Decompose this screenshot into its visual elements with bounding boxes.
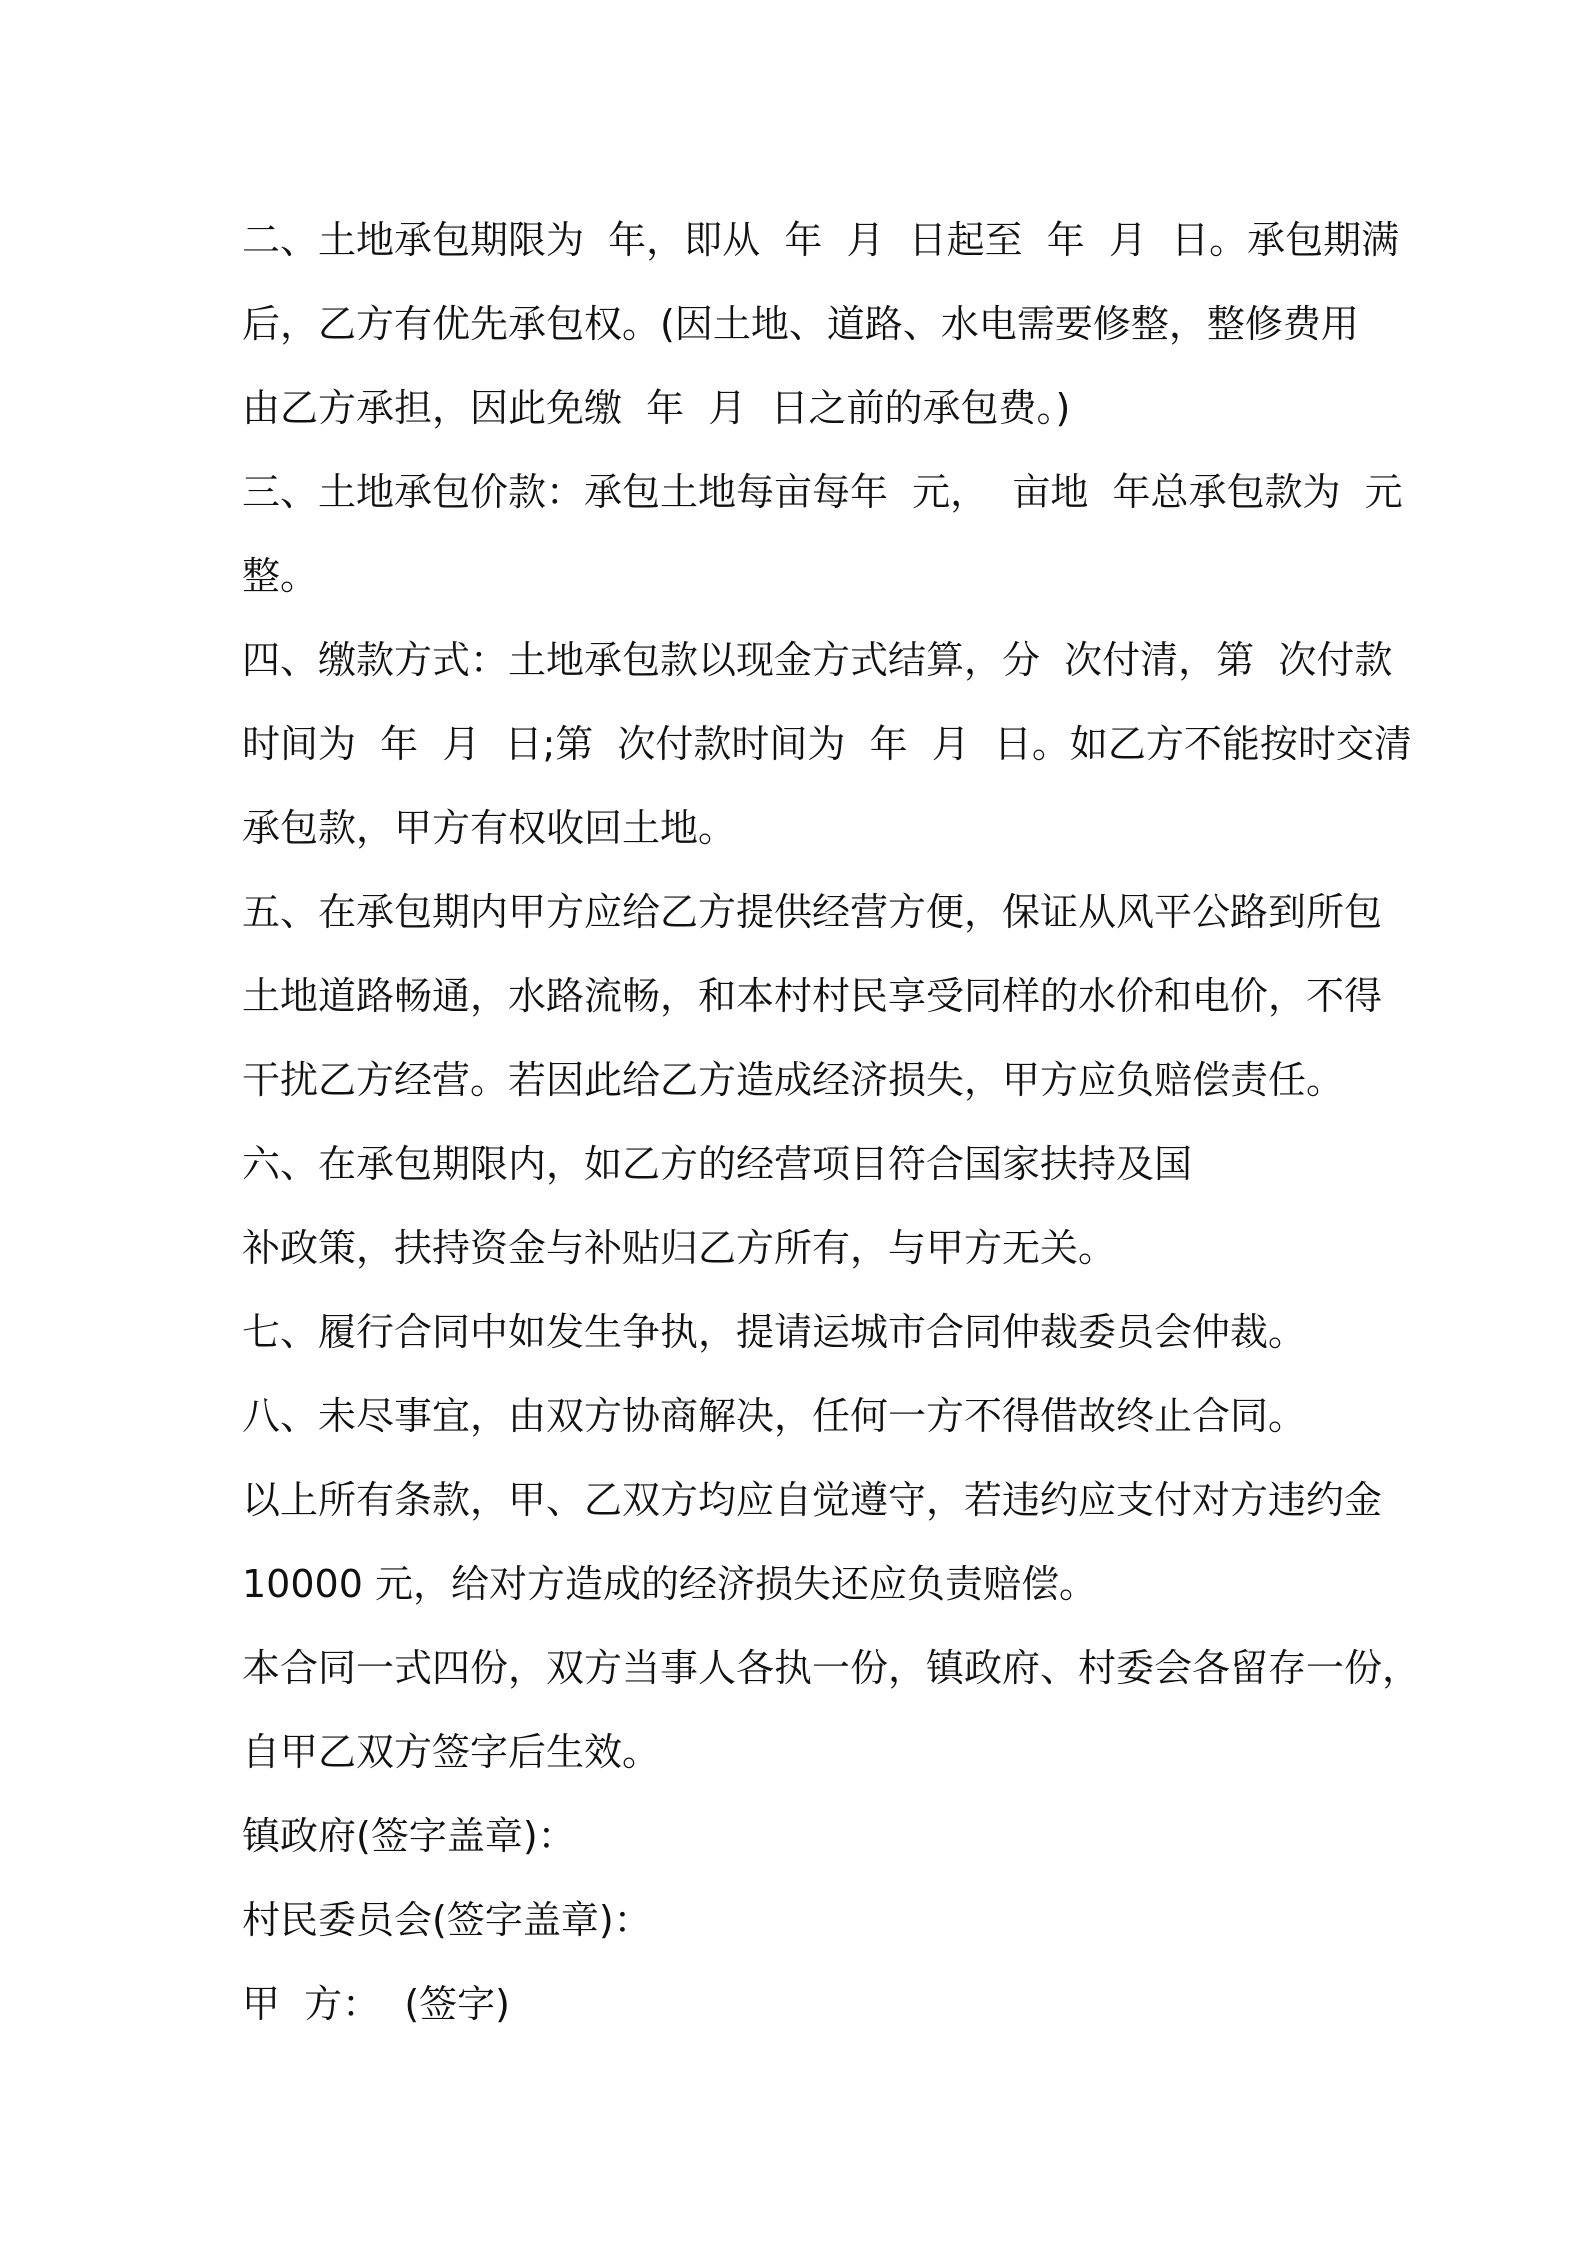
clause-2-line-3: 由乙方承担，因此免缴 年 月 日之前的承包费。) [242, 386, 1071, 430]
clause-6-line-2: 补政策，扶持资金与补贴归乙方所有，与甲方无关。 [242, 1226, 1117, 1270]
clause-2-line-2: 后，乙方有优先承包权。(因土地、道路、水电需要修整，整修费用 [242, 302, 1359, 346]
clause-5-line-1: 五、在承包期内甲方应给乙方提供经营方便，保证从风平公路到所包 [242, 890, 1383, 934]
clause-7-line-1: 七、履行合同中如发生争执，提请运城市合同仲裁委员会仲裁。 [242, 1310, 1307, 1354]
clause-3-line-2: 整。 [242, 554, 319, 598]
copies-line-1: 本合同一式四份，双方当事人各执一份，镇政府、村委会各留存一份， [242, 1646, 1421, 1690]
clause-5-line-3: 干扰乙方经营。若因此给乙方造成经济损失，甲方应负赔偿责任。 [242, 1058, 1345, 1102]
clause-3-line-1: 三、土地承包价款：承包土地每亩每年 元， 亩地 年总承包款为 元 [242, 470, 1403, 514]
copies-line-2: 自甲乙双方签字后生效。 [242, 1730, 661, 1774]
clause-8-line-1: 八、未尽事宜，由双方协商解决，任何一方不得借故终止合同。 [242, 1394, 1307, 1438]
clause-5-line-2: 土地道路畅通，水路流畅，和本村村民享受同样的水价和电价，不得 [242, 974, 1383, 1018]
signature-village-committee: 村民委员会(签字盖章)： [242, 1898, 652, 1942]
clause-4-line-2: 时间为 年 月 日;第 次付款时间为 年 月 日。如乙方不能按时交清 [242, 722, 1412, 766]
clause-2-line-1: 二、土地承包期限为 年，即从 年 月 日起至 年 月 日。承包期满 [242, 218, 1400, 262]
clause-6-line-1: 六、在承包期限内，如乙方的经营项目符合国家扶持及国 [242, 1142, 1193, 1186]
clause-4-line-3: 承包款，甲方有权收回土地。 [242, 806, 737, 850]
signature-party-a: 甲 方： (签字) [242, 1982, 510, 2026]
clause-4-line-1: 四、缴款方式：土地承包款以现金方式结算，分 次付清，第 次付款 [242, 638, 1393, 682]
contract-page [242, 198, 1421, 2046]
penalty-line-2: 10000 元，给对方造成的经济损失还应负责赔偿。 [242, 1562, 1097, 1606]
signature-town-government: 镇政府(签字盖章)： [242, 1814, 576, 1858]
penalty-line-1: 以上所有条款，甲、乙双方均应自觉遵守，若违约应支付对方违约金 [242, 1478, 1383, 1522]
